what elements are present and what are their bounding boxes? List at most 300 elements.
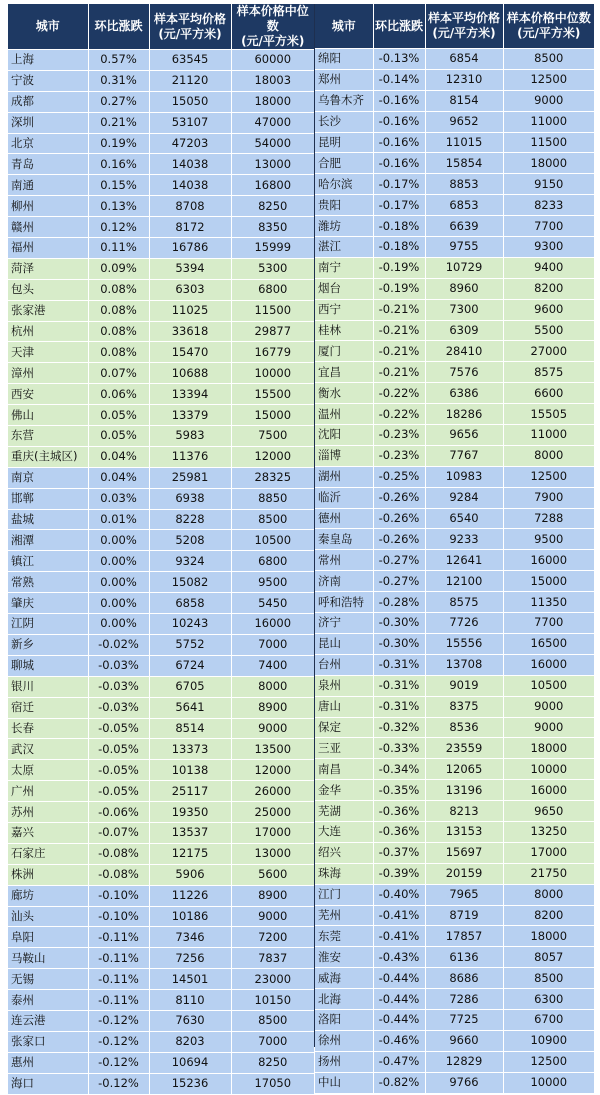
avg-price-cell: 9284 bbox=[425, 487, 503, 508]
city-cell: 镇江 bbox=[8, 551, 88, 572]
city-cell: 淄博 bbox=[315, 445, 373, 466]
change-cell: -0.03% bbox=[88, 655, 149, 676]
change-cell: -0.35% bbox=[373, 780, 425, 801]
change-cell: 0.00% bbox=[88, 593, 149, 614]
city-cell: 大连 bbox=[315, 821, 373, 842]
city-cell: 肇庆 bbox=[8, 593, 88, 614]
avg-price-cell: 10694 bbox=[149, 1052, 231, 1073]
avg-price-cell: 11015 bbox=[425, 132, 503, 153]
change-cell: 0.00% bbox=[88, 614, 149, 635]
change-cell: -0.31% bbox=[373, 654, 425, 675]
median-price-cell: 18000 bbox=[231, 91, 314, 112]
table-row bbox=[8, 822, 314, 843]
city-cell: 洛阳 bbox=[315, 1009, 373, 1030]
table-row bbox=[315, 1072, 594, 1093]
median-price-cell: 16000 bbox=[503, 550, 594, 571]
median-price-cell: 18000 bbox=[503, 738, 594, 759]
change-cell: -0.30% bbox=[373, 613, 425, 634]
median-price-cell: 12500 bbox=[503, 466, 594, 487]
avg-price-cell: 20159 bbox=[425, 863, 503, 884]
change-cell: -0.31% bbox=[373, 675, 425, 696]
change-cell: -0.17% bbox=[373, 174, 425, 195]
table-row bbox=[315, 842, 594, 863]
city-cell: 西宁 bbox=[315, 299, 373, 320]
median-price-cell: 11000 bbox=[503, 111, 594, 132]
change-cell: -0.08% bbox=[88, 864, 149, 885]
city-cell: 苏州 bbox=[8, 802, 88, 823]
table-row bbox=[315, 111, 594, 132]
table-row bbox=[8, 948, 314, 969]
avg-price-cell: 8575 bbox=[425, 592, 503, 613]
median-price-cell: 15999 bbox=[231, 238, 314, 259]
table-row bbox=[8, 112, 314, 133]
city-cell: 福州 bbox=[8, 238, 88, 259]
city-cell: 威海 bbox=[315, 968, 373, 989]
city-cell: 江门 bbox=[315, 884, 373, 905]
table-row bbox=[315, 445, 594, 466]
median-price-cell: 17000 bbox=[231, 822, 314, 843]
change-cell: 0.12% bbox=[88, 217, 149, 238]
median-price-cell: 11500 bbox=[231, 300, 314, 321]
avg-price-cell: 19350 bbox=[149, 802, 231, 823]
city-cell: 江阴 bbox=[8, 614, 88, 635]
avg-price-cell: 8536 bbox=[425, 717, 503, 738]
avg-price-cell: 13196 bbox=[425, 780, 503, 801]
avg-price-cell: 12065 bbox=[425, 759, 503, 780]
table-row bbox=[8, 781, 314, 802]
city-cell: 温州 bbox=[315, 404, 373, 425]
median-price-cell: 10000 bbox=[503, 1072, 594, 1093]
avg-price-cell: 15854 bbox=[425, 153, 503, 174]
change-cell: -0.19% bbox=[373, 257, 425, 278]
median-price-cell: 8250 bbox=[231, 196, 314, 217]
table-row bbox=[315, 696, 594, 717]
table-row bbox=[8, 321, 314, 342]
change-cell: -0.32% bbox=[373, 717, 425, 738]
avg-price-cell: 8154 bbox=[425, 90, 503, 111]
median-price-cell: 7700 bbox=[503, 216, 594, 237]
avg-price-cell: 12100 bbox=[425, 571, 503, 592]
change-cell: -0.27% bbox=[373, 571, 425, 592]
avg-price-cell: 6854 bbox=[425, 49, 503, 70]
table-row bbox=[8, 969, 314, 990]
city-cell: 海口 bbox=[8, 1073, 88, 1094]
median-price-cell: 7400 bbox=[231, 655, 314, 676]
city-cell: 扬州 bbox=[315, 1051, 373, 1072]
avg-price-cell: 13153 bbox=[425, 821, 503, 842]
avg-price-cell: 6724 bbox=[149, 655, 231, 676]
table-row bbox=[315, 425, 594, 446]
change-cell: 0.08% bbox=[88, 342, 149, 363]
city-cell: 东莞 bbox=[315, 926, 373, 947]
city-cell: 无锡 bbox=[8, 969, 88, 990]
table-row bbox=[315, 466, 594, 487]
median-price-cell: 6800 bbox=[231, 551, 314, 572]
change-cell: 0.11% bbox=[88, 238, 149, 259]
city-cell: 北海 bbox=[315, 989, 373, 1010]
avg-price-cell: 9660 bbox=[425, 1030, 503, 1051]
avg-price-cell: 8960 bbox=[425, 278, 503, 299]
table-row bbox=[315, 592, 594, 613]
table-row bbox=[8, 572, 314, 593]
median-price-cell: 17050 bbox=[231, 1073, 314, 1094]
avg-price-cell: 6303 bbox=[149, 279, 231, 300]
change-cell: -0.12% bbox=[88, 1052, 149, 1073]
change-cell: 0.03% bbox=[88, 488, 149, 509]
left-table-body bbox=[8, 50, 314, 1095]
city-cell: 邯郸 bbox=[8, 488, 88, 509]
table-row bbox=[8, 843, 314, 864]
median-price-cell: 28325 bbox=[231, 467, 314, 488]
table-row bbox=[315, 487, 594, 508]
median-price-cell: 12000 bbox=[231, 760, 314, 781]
change-cell: -0.12% bbox=[88, 1031, 149, 1052]
change-cell: -0.34% bbox=[373, 759, 425, 780]
median-price-cell: 27000 bbox=[503, 341, 594, 362]
median-price-cell: 9600 bbox=[503, 299, 594, 320]
avg-price-cell: 8375 bbox=[425, 696, 503, 717]
table-row bbox=[8, 739, 314, 760]
city-cell: 石家庄 bbox=[8, 843, 88, 864]
change-cell: -0.05% bbox=[88, 739, 149, 760]
change-cell: -0.16% bbox=[373, 90, 425, 111]
avg-price-cell: 21120 bbox=[149, 70, 231, 91]
avg-price-cell: 14501 bbox=[149, 969, 231, 990]
table-row bbox=[8, 300, 314, 321]
avg-price-cell: 14038 bbox=[149, 175, 231, 196]
median-price-cell: 7288 bbox=[503, 508, 594, 529]
header-city: 城市 bbox=[8, 4, 88, 50]
price-table bbox=[8, 4, 594, 1091]
table-row bbox=[8, 990, 314, 1011]
change-cell: -0.21% bbox=[373, 299, 425, 320]
table-row bbox=[315, 550, 594, 571]
city-cell: 连云港 bbox=[8, 1010, 88, 1031]
city-cell: 杭州 bbox=[8, 321, 88, 342]
table-row bbox=[315, 299, 594, 320]
right-table bbox=[315, 4, 594, 1094]
change-cell: -0.02% bbox=[88, 634, 149, 655]
change-cell: -0.05% bbox=[88, 718, 149, 739]
header-avg-price: 样本平均价格 (元/平方米) bbox=[425, 4, 503, 49]
header-mom-change: 环比涨跌 bbox=[88, 4, 149, 50]
avg-price-cell: 23559 bbox=[425, 738, 503, 759]
median-price-cell: 8500 bbox=[231, 1010, 314, 1031]
avg-price-cell: 7767 bbox=[425, 445, 503, 466]
city-cell: 呼和浩特 bbox=[315, 592, 373, 613]
avg-price-cell: 8172 bbox=[149, 217, 231, 238]
avg-price-cell: 11376 bbox=[149, 446, 231, 467]
table-row bbox=[8, 238, 314, 259]
avg-price-cell: 7576 bbox=[425, 362, 503, 383]
avg-price-cell: 28410 bbox=[425, 341, 503, 362]
avg-price-cell: 12310 bbox=[425, 69, 503, 90]
median-price-cell: 11350 bbox=[503, 592, 594, 613]
avg-price-cell: 9019 bbox=[425, 675, 503, 696]
change-cell: -0.05% bbox=[88, 760, 149, 781]
city-cell: 聊城 bbox=[8, 655, 88, 676]
city-cell: 常州 bbox=[315, 550, 373, 571]
change-cell: -0.23% bbox=[373, 425, 425, 446]
table-row bbox=[315, 968, 594, 989]
change-cell: -0.47% bbox=[373, 1051, 425, 1072]
table-row bbox=[8, 927, 314, 948]
table-row bbox=[315, 613, 594, 634]
change-cell: -0.26% bbox=[373, 487, 425, 508]
change-cell: 0.08% bbox=[88, 300, 149, 321]
median-price-cell: 47000 bbox=[231, 112, 314, 133]
change-cell: -0.18% bbox=[373, 237, 425, 258]
median-price-cell: 21750 bbox=[503, 863, 594, 884]
median-price-cell: 5500 bbox=[503, 320, 594, 341]
table-row bbox=[8, 196, 314, 217]
median-price-cell: 8200 bbox=[503, 905, 594, 926]
table-row bbox=[315, 801, 594, 822]
table-row bbox=[315, 383, 594, 404]
city-cell: 中山 bbox=[315, 1072, 373, 1093]
table-row bbox=[315, 90, 594, 111]
median-price-cell: 10000 bbox=[231, 363, 314, 384]
table-row bbox=[315, 278, 594, 299]
avg-price-cell: 6705 bbox=[149, 676, 231, 697]
table-row bbox=[315, 69, 594, 90]
city-cell: 天津 bbox=[8, 342, 88, 363]
avg-price-cell: 8213 bbox=[425, 801, 503, 822]
avg-price-cell: 15556 bbox=[425, 633, 503, 654]
header-median-price: 样本价格中位数 (元/平方米) bbox=[231, 4, 314, 50]
table-row bbox=[8, 133, 314, 154]
avg-price-cell: 5906 bbox=[149, 864, 231, 885]
table-row bbox=[8, 802, 314, 823]
change-cell: -0.31% bbox=[373, 696, 425, 717]
median-price-cell: 9500 bbox=[503, 529, 594, 550]
change-cell: 0.05% bbox=[88, 426, 149, 447]
change-cell: -0.05% bbox=[88, 781, 149, 802]
change-cell: -0.25% bbox=[373, 466, 425, 487]
change-cell: 0.04% bbox=[88, 446, 149, 467]
avg-price-cell: 10243 bbox=[149, 614, 231, 635]
median-price-cell: 8575 bbox=[503, 362, 594, 383]
city-cell: 张家港 bbox=[8, 300, 88, 321]
avg-price-cell: 10186 bbox=[149, 906, 231, 927]
table-row bbox=[8, 1052, 314, 1073]
change-cell: -0.46% bbox=[373, 1030, 425, 1051]
median-price-cell: 16000 bbox=[231, 614, 314, 635]
table-row bbox=[8, 885, 314, 906]
avg-price-cell: 5983 bbox=[149, 426, 231, 447]
avg-price-cell: 8719 bbox=[425, 905, 503, 926]
median-price-cell: 8900 bbox=[231, 697, 314, 718]
table-row bbox=[8, 1031, 314, 1052]
city-cell: 青岛 bbox=[8, 154, 88, 175]
median-price-cell: 9000 bbox=[503, 717, 594, 738]
change-cell: -0.26% bbox=[373, 508, 425, 529]
table-row bbox=[315, 989, 594, 1010]
table-row bbox=[315, 237, 594, 258]
change-cell: -0.12% bbox=[88, 1073, 149, 1094]
city-cell: 南京 bbox=[8, 467, 88, 488]
median-price-cell: 8500 bbox=[503, 49, 594, 70]
city-cell: 济宁 bbox=[315, 613, 373, 634]
change-cell: -0.16% bbox=[373, 132, 425, 153]
change-cell: -0.41% bbox=[373, 926, 425, 947]
median-price-cell: 9500 bbox=[231, 572, 314, 593]
city-cell: 株洲 bbox=[8, 864, 88, 885]
city-cell: 太原 bbox=[8, 760, 88, 781]
city-cell: 汕头 bbox=[8, 906, 88, 927]
city-cell: 厦门 bbox=[315, 341, 373, 362]
table-row bbox=[315, 529, 594, 550]
avg-price-cell: 12175 bbox=[149, 843, 231, 864]
table-row bbox=[315, 320, 594, 341]
change-cell: -0.21% bbox=[373, 320, 425, 341]
city-cell: 昆明 bbox=[315, 132, 373, 153]
median-price-cell: 8000 bbox=[503, 445, 594, 466]
city-cell: 泉州 bbox=[315, 675, 373, 696]
table-row bbox=[315, 153, 594, 174]
change-cell: 0.05% bbox=[88, 405, 149, 426]
city-cell: 马鞍山 bbox=[8, 948, 88, 969]
city-cell: 沈阳 bbox=[315, 425, 373, 446]
city-cell: 长沙 bbox=[315, 111, 373, 132]
avg-price-cell: 9652 bbox=[425, 111, 503, 132]
change-cell: -0.33% bbox=[373, 738, 425, 759]
change-cell: -0.21% bbox=[373, 341, 425, 362]
median-price-cell: 17000 bbox=[503, 842, 594, 863]
city-cell: 芜州 bbox=[315, 905, 373, 926]
city-cell: 赣州 bbox=[8, 217, 88, 238]
table-row bbox=[315, 1009, 594, 1030]
change-cell: 0.27% bbox=[88, 91, 149, 112]
table-row bbox=[315, 654, 594, 675]
median-price-cell: 8500 bbox=[503, 968, 594, 989]
avg-price-cell: 18286 bbox=[425, 404, 503, 425]
table-row bbox=[8, 593, 314, 614]
header-row bbox=[315, 4, 594, 49]
median-price-cell: 16000 bbox=[503, 654, 594, 675]
table-row bbox=[315, 821, 594, 842]
city-cell: 烟台 bbox=[315, 278, 373, 299]
change-cell: -0.28% bbox=[373, 592, 425, 613]
median-price-cell: 7900 bbox=[503, 487, 594, 508]
change-cell: 0.08% bbox=[88, 279, 149, 300]
table-row bbox=[315, 195, 594, 216]
avg-price-cell: 7725 bbox=[425, 1009, 503, 1030]
table-row bbox=[8, 175, 314, 196]
table-row bbox=[8, 279, 314, 300]
table-row bbox=[315, 508, 594, 529]
city-cell: 哈尔滨 bbox=[315, 174, 373, 195]
median-price-cell: 16000 bbox=[503, 780, 594, 801]
change-cell: -0.36% bbox=[373, 821, 425, 842]
table-row bbox=[315, 717, 594, 738]
change-cell: 0.19% bbox=[88, 133, 149, 154]
city-cell: 贵阳 bbox=[315, 195, 373, 216]
avg-price-cell: 47203 bbox=[149, 133, 231, 154]
median-price-cell: 6300 bbox=[503, 989, 594, 1010]
change-cell: 0.04% bbox=[88, 467, 149, 488]
change-cell: -0.26% bbox=[373, 529, 425, 550]
city-cell: 临沂 bbox=[315, 487, 373, 508]
median-price-cell: 9000 bbox=[231, 906, 314, 927]
header-avg-price: 样本平均价格 (元/平方米) bbox=[149, 4, 231, 50]
avg-price-cell: 8110 bbox=[149, 990, 231, 1011]
median-price-cell: 12000 bbox=[231, 446, 314, 467]
median-price-cell: 10000 bbox=[503, 759, 594, 780]
median-price-cell: 13500 bbox=[231, 739, 314, 760]
avg-price-cell: 33618 bbox=[149, 321, 231, 342]
change-cell: 0.57% bbox=[88, 50, 149, 71]
median-price-cell: 7700 bbox=[503, 613, 594, 634]
city-cell: 盐城 bbox=[8, 509, 88, 530]
change-cell: -0.16% bbox=[373, 111, 425, 132]
table-row bbox=[8, 718, 314, 739]
change-cell: -0.21% bbox=[373, 362, 425, 383]
median-price-cell: 18000 bbox=[503, 153, 594, 174]
change-cell: 0.07% bbox=[88, 363, 149, 384]
median-price-cell: 12500 bbox=[503, 1051, 594, 1072]
city-cell: 佛山 bbox=[8, 405, 88, 426]
city-cell: 包头 bbox=[8, 279, 88, 300]
table-row bbox=[8, 530, 314, 551]
median-price-cell: 10500 bbox=[231, 530, 314, 551]
avg-price-cell: 8853 bbox=[425, 174, 503, 195]
city-cell: 郑州 bbox=[315, 69, 373, 90]
right-table-body bbox=[315, 49, 594, 1094]
avg-price-cell: 6853 bbox=[425, 195, 503, 216]
median-price-cell: 26000 bbox=[231, 781, 314, 802]
avg-price-cell: 25117 bbox=[149, 781, 231, 802]
city-cell: 保定 bbox=[315, 717, 373, 738]
table-row bbox=[315, 216, 594, 237]
table-row bbox=[315, 738, 594, 759]
avg-price-cell: 15697 bbox=[425, 842, 503, 863]
median-price-cell: 11500 bbox=[503, 132, 594, 153]
city-cell: 常熟 bbox=[8, 572, 88, 593]
median-price-cell: 5450 bbox=[231, 593, 314, 614]
median-price-cell: 5300 bbox=[231, 258, 314, 279]
city-cell: 湖州 bbox=[315, 466, 373, 487]
median-price-cell: 8250 bbox=[231, 1052, 314, 1073]
median-price-cell: 10150 bbox=[231, 990, 314, 1011]
table-row bbox=[8, 342, 314, 363]
median-price-cell: 15000 bbox=[503, 571, 594, 592]
header-median-price: 样本价格中位数 (元/平方米) bbox=[503, 4, 594, 49]
median-price-cell: 7837 bbox=[231, 948, 314, 969]
avg-price-cell: 15050 bbox=[149, 91, 231, 112]
table-row bbox=[315, 404, 594, 425]
change-cell: -0.30% bbox=[373, 633, 425, 654]
city-cell: 南通 bbox=[8, 175, 88, 196]
change-cell: -0.27% bbox=[373, 550, 425, 571]
median-price-cell: 8350 bbox=[231, 217, 314, 238]
table-row bbox=[8, 697, 314, 718]
median-price-cell: 7000 bbox=[231, 1031, 314, 1052]
avg-price-cell: 9233 bbox=[425, 529, 503, 550]
header-city: 城市 bbox=[315, 4, 373, 49]
median-price-cell: 16800 bbox=[231, 175, 314, 196]
median-price-cell: 60000 bbox=[231, 50, 314, 71]
city-cell: 柳州 bbox=[8, 196, 88, 217]
table-row bbox=[8, 154, 314, 175]
median-price-cell: 15500 bbox=[231, 384, 314, 405]
city-cell: 新乡 bbox=[8, 634, 88, 655]
city-cell: 深圳 bbox=[8, 112, 88, 133]
avg-price-cell: 13537 bbox=[149, 822, 231, 843]
avg-price-cell: 8203 bbox=[149, 1031, 231, 1052]
avg-price-cell: 8708 bbox=[149, 196, 231, 217]
avg-price-cell: 8686 bbox=[425, 968, 503, 989]
